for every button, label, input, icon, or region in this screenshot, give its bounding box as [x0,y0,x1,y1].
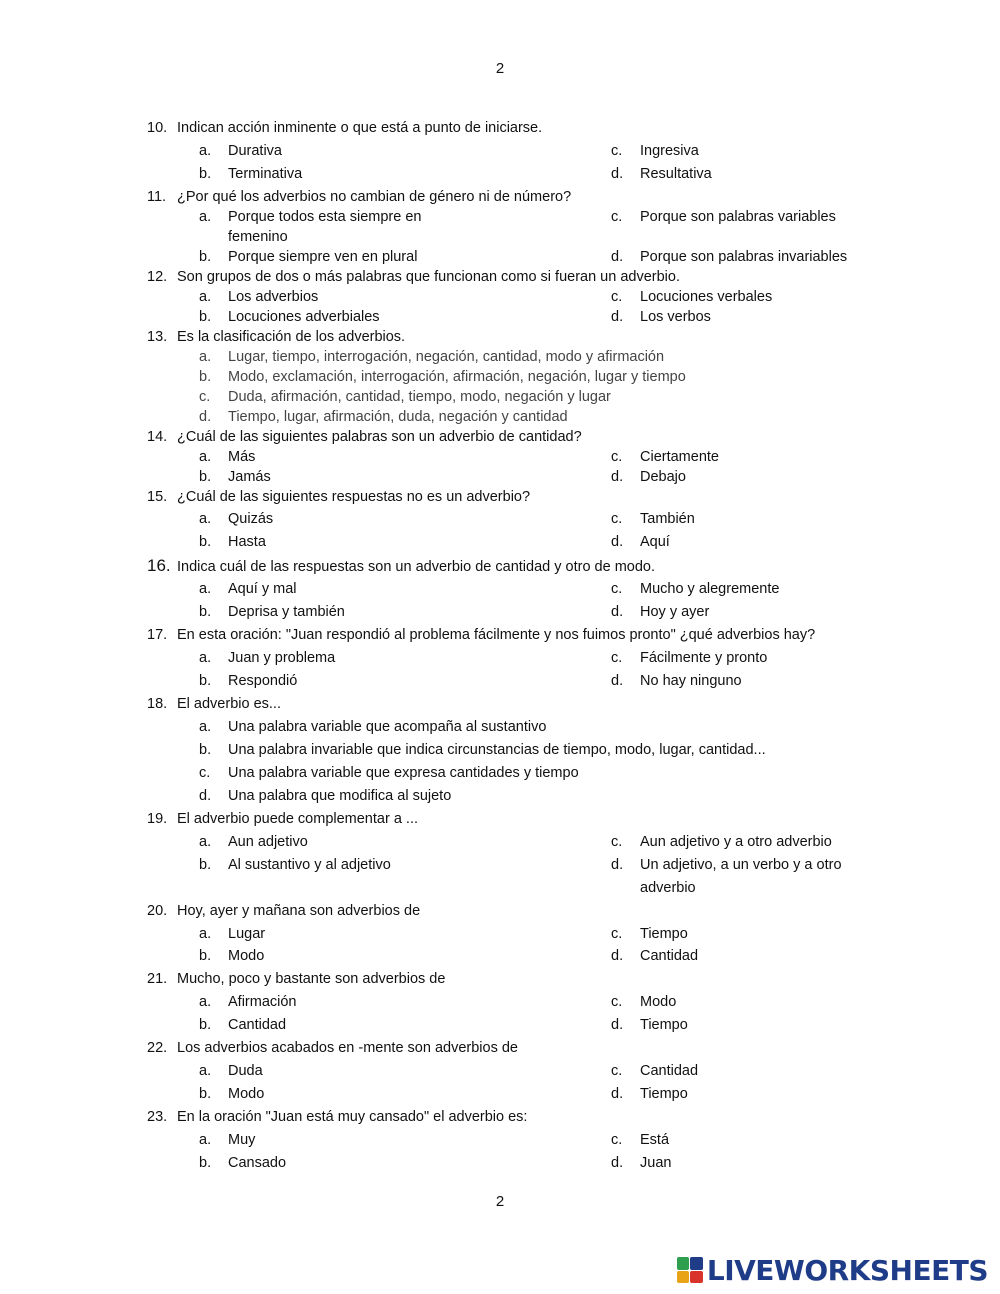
option-c[interactable]: Mucho y alegremente [640,581,780,597]
question-15 [147,487,530,507]
option-d[interactable]: Tiempo [640,1017,688,1033]
liveworksheets-logo-icon [677,1257,703,1283]
option-label-b: b. [199,948,212,964]
option-b[interactable]: Cansado [228,1155,287,1171]
option-a[interactable]: Afirmación [228,994,297,1010]
question-number: 21. [147,971,168,987]
question-text: Son grupos de dos o más palabras que funcionan como si fueran un adverbio. [177,269,680,285]
question-number: 11. [147,189,167,205]
option-c[interactable]: Porque son palabras variables [640,209,836,225]
option-label-d: d. [611,604,624,620]
option-label-c: c. [199,765,211,781]
question-text: El adverbio puede complementar a ... [177,811,418,827]
question-12 [147,267,680,287]
option-a-continued[interactable]: femenino [228,229,288,245]
option-label-b: b. [199,1086,212,1102]
option-a[interactable]: Quizás [228,511,274,527]
option-label-b: b. [199,742,212,758]
option-label-b: b. [199,369,212,385]
option-label-a: a. [199,1132,212,1148]
question-19 [147,809,418,829]
option-a[interactable]: Muy [228,1132,256,1148]
question-text: Indican acción inminente o que está a punto de iniciarse. [177,120,543,136]
option-label-c: c. [611,449,623,465]
option-d[interactable]: Los verbos [640,309,711,325]
option-d[interactable]: Un adjetivo, a un verbo y a otro [640,857,842,873]
question-text: ¿Cuál de las siguientes palabras son un adverbio de cantidad? [177,429,582,445]
option-label-b: b. [199,249,212,265]
option-label-d: d. [611,534,624,550]
option-b[interactable]: Modo [228,948,265,964]
option-label-a: a. [199,449,212,465]
option-label-a: a. [199,994,212,1010]
option-c[interactable]: Locuciones verbales [640,289,773,305]
question-number: 12. [147,269,168,285]
option-c[interactable]: Tiempo [640,926,688,942]
option-label-d: d. [611,166,624,182]
logo-text: LIVEWORKSHEETS [706,1253,988,1287]
option-label-c: c. [611,834,623,850]
option-c[interactable]: Ingresiva [640,143,699,159]
question-number: 14. [147,429,168,445]
question-text: Mucho, poco y bastante son adverbios de [177,971,446,987]
option-b[interactable]: Respondió [228,673,298,689]
option-c[interactable]: Cantidad [640,1063,699,1079]
question-23 [147,1107,527,1127]
option-c[interactable]: Está [640,1132,670,1148]
option-c[interactable]: Ciertamente [640,449,719,465]
option-label-c: c. [611,209,623,225]
page-number-top: 2 [495,60,505,77]
option-label-c: c. [611,650,623,666]
question-22 [147,1038,518,1058]
option-b[interactable]: Locuciones adverbiales [228,309,380,325]
option-b[interactable]: Deprisa y también [228,604,345,620]
option-label-a: a. [199,581,212,597]
question-number: 10. [147,120,168,136]
question-number: 17. [147,627,168,643]
question-text: Indica cuál de las respuestas son un adverbio de cantidad y otro de modo. [177,559,655,575]
option-a[interactable]: Aun adjetivo [228,834,308,850]
question-number: 15. [147,489,168,505]
option-label-c: c. [611,994,623,1010]
option-label-d: d. [611,1017,624,1033]
option-d[interactable]: Hoy y ayer [640,604,710,620]
question-number: 19. [147,811,168,827]
option-label-c: c. [199,389,211,405]
question-number: 22. [147,1040,168,1056]
option-label-b: b. [199,673,212,689]
option-label-d: d. [611,309,624,325]
option-d[interactable]: Cantidad [640,948,699,964]
question-18 [147,694,281,714]
option-label-c: c. [611,926,623,942]
question-text: Es la clasificación de los adverbios. [177,329,406,345]
option-label-b: b. [199,857,212,873]
question-21 [147,969,445,989]
option-label-c: c. [611,1063,623,1079]
option-a[interactable]: Lugar, tiempo, interrogación, negación, cantidad, modo y afirmación [228,349,665,365]
option-a[interactable]: Porque todos esta siempre en [228,209,422,225]
option-label-b: b. [199,469,212,485]
option-label-a: a. [199,834,212,850]
option-label-c: c. [611,511,623,527]
option-label-a: a. [199,1063,212,1079]
option-a[interactable]: Lugar [228,926,266,942]
option-c[interactable]: Fácilmente y pronto [640,650,768,666]
option-c[interactable]: Modo [640,994,677,1010]
option-label-b: b. [199,309,212,325]
question-text: ¿Por qué los adverbios no cambian de género ni de número? [177,189,572,205]
question-text: En la oración "Juan está muy cansado" el adverbio es: [177,1109,528,1125]
question-16 [147,556,655,577]
option-b[interactable]: Al sustantivo y al adjetivo [228,857,391,873]
question-number: 18. [147,696,168,712]
option-b[interactable]: Modo [228,1086,265,1102]
option-b[interactable]: Una palabra invariable que indica circunstancias de tiempo, modo, lugar, cantidad... [228,742,766,758]
option-label-a: a. [199,349,212,365]
option-label-a: a. [199,209,212,225]
option-d[interactable]: No hay ninguno [640,673,742,689]
option-a[interactable]: Los adverbios [228,289,319,305]
option-b[interactable]: Modo, exclamación, interrogación, afirmación, negación, lugar y tiempo [228,369,686,385]
option-label-b: b. [199,604,212,620]
option-label-d: d. [199,788,212,804]
option-label-c: c. [611,1132,623,1148]
option-d[interactable]: Porque son palabras invariables [640,249,848,265]
option-b[interactable]: Jamás [228,469,271,485]
question-10 [147,118,542,138]
option-label-a: a. [199,511,212,527]
option-d[interactable]: Juan [640,1155,672,1171]
option-label-a: a. [199,719,212,735]
option-label-d: d. [611,469,624,485]
question-13 [147,327,405,347]
option-label-d: d. [611,673,624,689]
option-d[interactable]: Una palabra que modifica al sujeto [228,788,452,804]
option-d[interactable]: Aquí [640,534,670,550]
option-b[interactable]: Hasta [228,534,266,550]
option-label-b: b. [199,1017,212,1033]
question-number: 13. [147,329,168,345]
option-label-c: c. [611,289,623,305]
option-d[interactable]: Debajo [640,469,686,485]
option-c[interactable]: Duda, afirmación, cantidad, tiempo, modo, negación y lugar [228,389,611,405]
option-a[interactable]: Más [228,449,256,465]
option-label-b: b. [199,534,212,550]
option-label-d: d. [199,409,212,425]
option-label-d: d. [611,249,624,265]
question-number: 16. [147,556,171,575]
question-text: En esta oración: "Juan respondió al problema fácilmente y nos fuimos pronto" ¿qué adverbios hay? [177,627,816,643]
option-d-continued[interactable]: adverbio [640,880,696,896]
option-label-a: a. [199,926,212,942]
option-label-a: a. [199,650,212,666]
option-label-a: a. [199,289,212,305]
option-d[interactable]: Tiempo [640,1086,688,1102]
question-text: Los adverbios acabados en -mente son adverbios de [177,1040,518,1056]
option-b[interactable]: Porque siempre ven en plural [228,249,418,265]
question-14 [147,427,582,447]
option-a[interactable]: Juan y problema [228,650,336,666]
question-17 [147,625,815,645]
option-label-a: a. [199,143,212,159]
option-d[interactable]: Resultativa [640,166,712,182]
question-text: ¿Cuál de las siguientes respuestas no es un adverbio? [177,489,531,505]
option-a[interactable]: Duda [228,1063,263,1079]
option-c[interactable]: Una palabra variable que expresa cantidades y tiempo [228,765,579,781]
option-label-c: c. [611,143,623,159]
option-label-d: d. [611,857,624,873]
option-d[interactable]: Tiempo, lugar, afirmación, duda, negación y cantidad [228,409,568,425]
option-a[interactable]: Durativa [228,143,282,159]
option-a[interactable]: Aquí y mal [228,581,297,597]
option-b[interactable]: Cantidad [228,1017,287,1033]
option-b[interactable]: Terminativa [228,166,303,182]
question-text: Hoy, ayer y mañana son adverbios de [177,903,421,919]
option-label-d: d. [611,1086,624,1102]
option-a[interactable]: Una palabra variable que acompaña al sustantivo [228,719,547,735]
option-c[interactable]: Aun adjetivo y a otro adverbio [640,834,832,850]
question-number: 23. [147,1109,168,1125]
question-text: El adverbio es... [177,696,281,712]
question-11 [147,187,571,207]
option-label-b: b. [199,1155,212,1171]
option-label-b: b. [199,166,212,182]
option-c[interactable]: También [640,511,695,527]
question-number: 20. [147,903,168,919]
option-label-d: d. [611,1155,624,1171]
option-label-c: c. [611,581,623,597]
option-label-d: d. [611,948,624,964]
liveworksheets-logo[interactable] [677,1253,988,1287]
page-number-bottom: 2 [495,1193,505,1210]
question-20 [147,901,420,921]
